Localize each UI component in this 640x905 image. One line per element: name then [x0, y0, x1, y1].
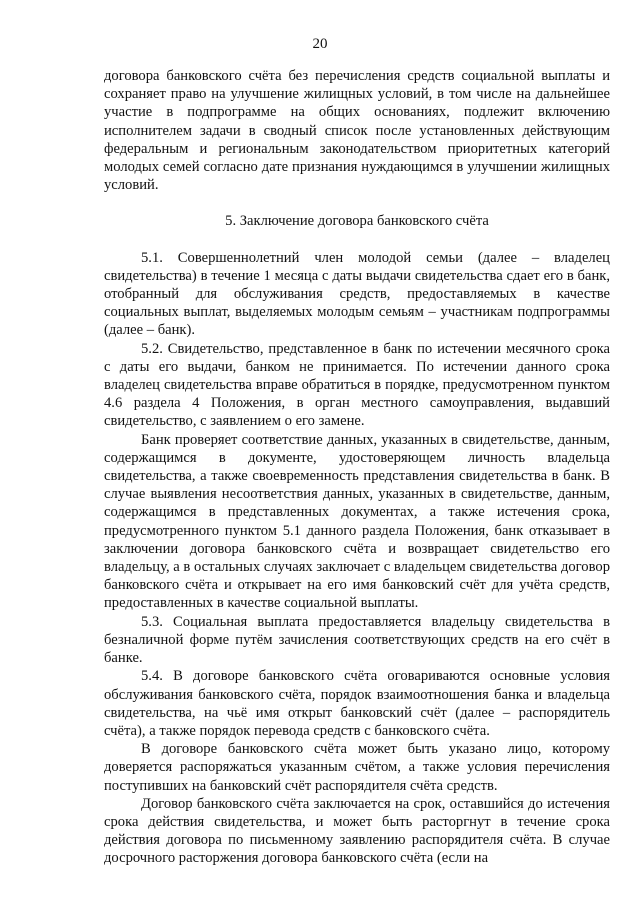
page-number: 20: [312, 36, 328, 52]
paragraph-5-3: 5.3. Социальная выплата предоставляется владельцу свидетельства в безналичной форме путём зачисления соответствующих средств на его счёт в банке.: [104, 613, 610, 667]
paragraph-bank-check: Банк проверяет соответствие данных, указанных в свидетельстве, данным, содержащимся в документе, удостоверяющем личность владельца свидетельства, а также своевременность представления свидетельства в банк. В случае выявления несоответствия данных, указанных в свидетельстве, данным, содержащимся в представленных документах, а также истечения срока, предусмотренного пунктом 5.1 данного раздела Положения, банк отказывает в заключении договора банковского счёта и возвращает свидетельство его владельцу, а в остальных случаях заключает с владельцем свидетельства договор банковского счёта и открывает на его имя банковский счёт для учёта средств, предоставленных в качестве социальной выплаты.: [104, 431, 610, 612]
paragraph-trusted-person: В договоре банковского счёта может быть указано лицо, которому доверяется распоряжаться указанным счётом, а также условия перечисления поступивших на банковский счёт распорядителя счёта средств.: [104, 741, 610, 794]
document-body: [104, 67, 610, 868]
section-heading: 5. Заключение договора банковского счёта: [225, 213, 489, 230]
paragraph-5-4: 5.4. В договоре банковского счёта оговариваются основные условия обслуживания банковского счёта, порядок взаимоотношения банка и владельца свидетельства, на чьё имя открыт банковский счёт (далее – распорядитель счёта), а также порядок перевода средств с банковского счёта.: [104, 668, 610, 739]
continuation-paragraph: договора банковского счёта без перечисления средств социальной выплаты и сохраняет право на улучшение жилищных условий, в том числе на дальнейшее участие в подпрограмме на общих основаниях, подлежит включению исполнителем задачи в сводный список после установленных действующим федеральным и региональным законодательством приоритетных категорий молодых семей согласно дате признания нуждающимся в улучшении жилищных условий.: [104, 68, 610, 194]
paragraph-contract-term: Договор банковского счёта заключается на срок, оставшийся до истечения срока действия свидетельства, и может быть расторгнут в течение срока действия договора по письменному заявлению распорядителя счёта. В случае досрочного расторжения договора банковского счёта (если на: [104, 795, 610, 867]
paragraph-5-2: 5.2. Свидетельство, представленное в банк по истечении месячного срока с даты его выдачи, банком не принимается. По истечении данного срока владелец свидетельства вправе обратиться в порядке, предусмотренном пунктом 4.6 раздела 4 Положения, в орган местного самоуправления, выдавший свидетельство, с заявлением о его замене.: [104, 340, 610, 430]
paragraph-5-1: 5.1. Совершеннолетний член молодой семьи (далее – владелец свидетельства) в течение 1 месяца с даты выдачи свидетельства сдает его в банк, отобранный для обслуживания средств, предоставляемых в качестве социальных выплат, выделяемых молодым семьям – участникам подпрограммы (далее – банк).: [104, 249, 610, 339]
